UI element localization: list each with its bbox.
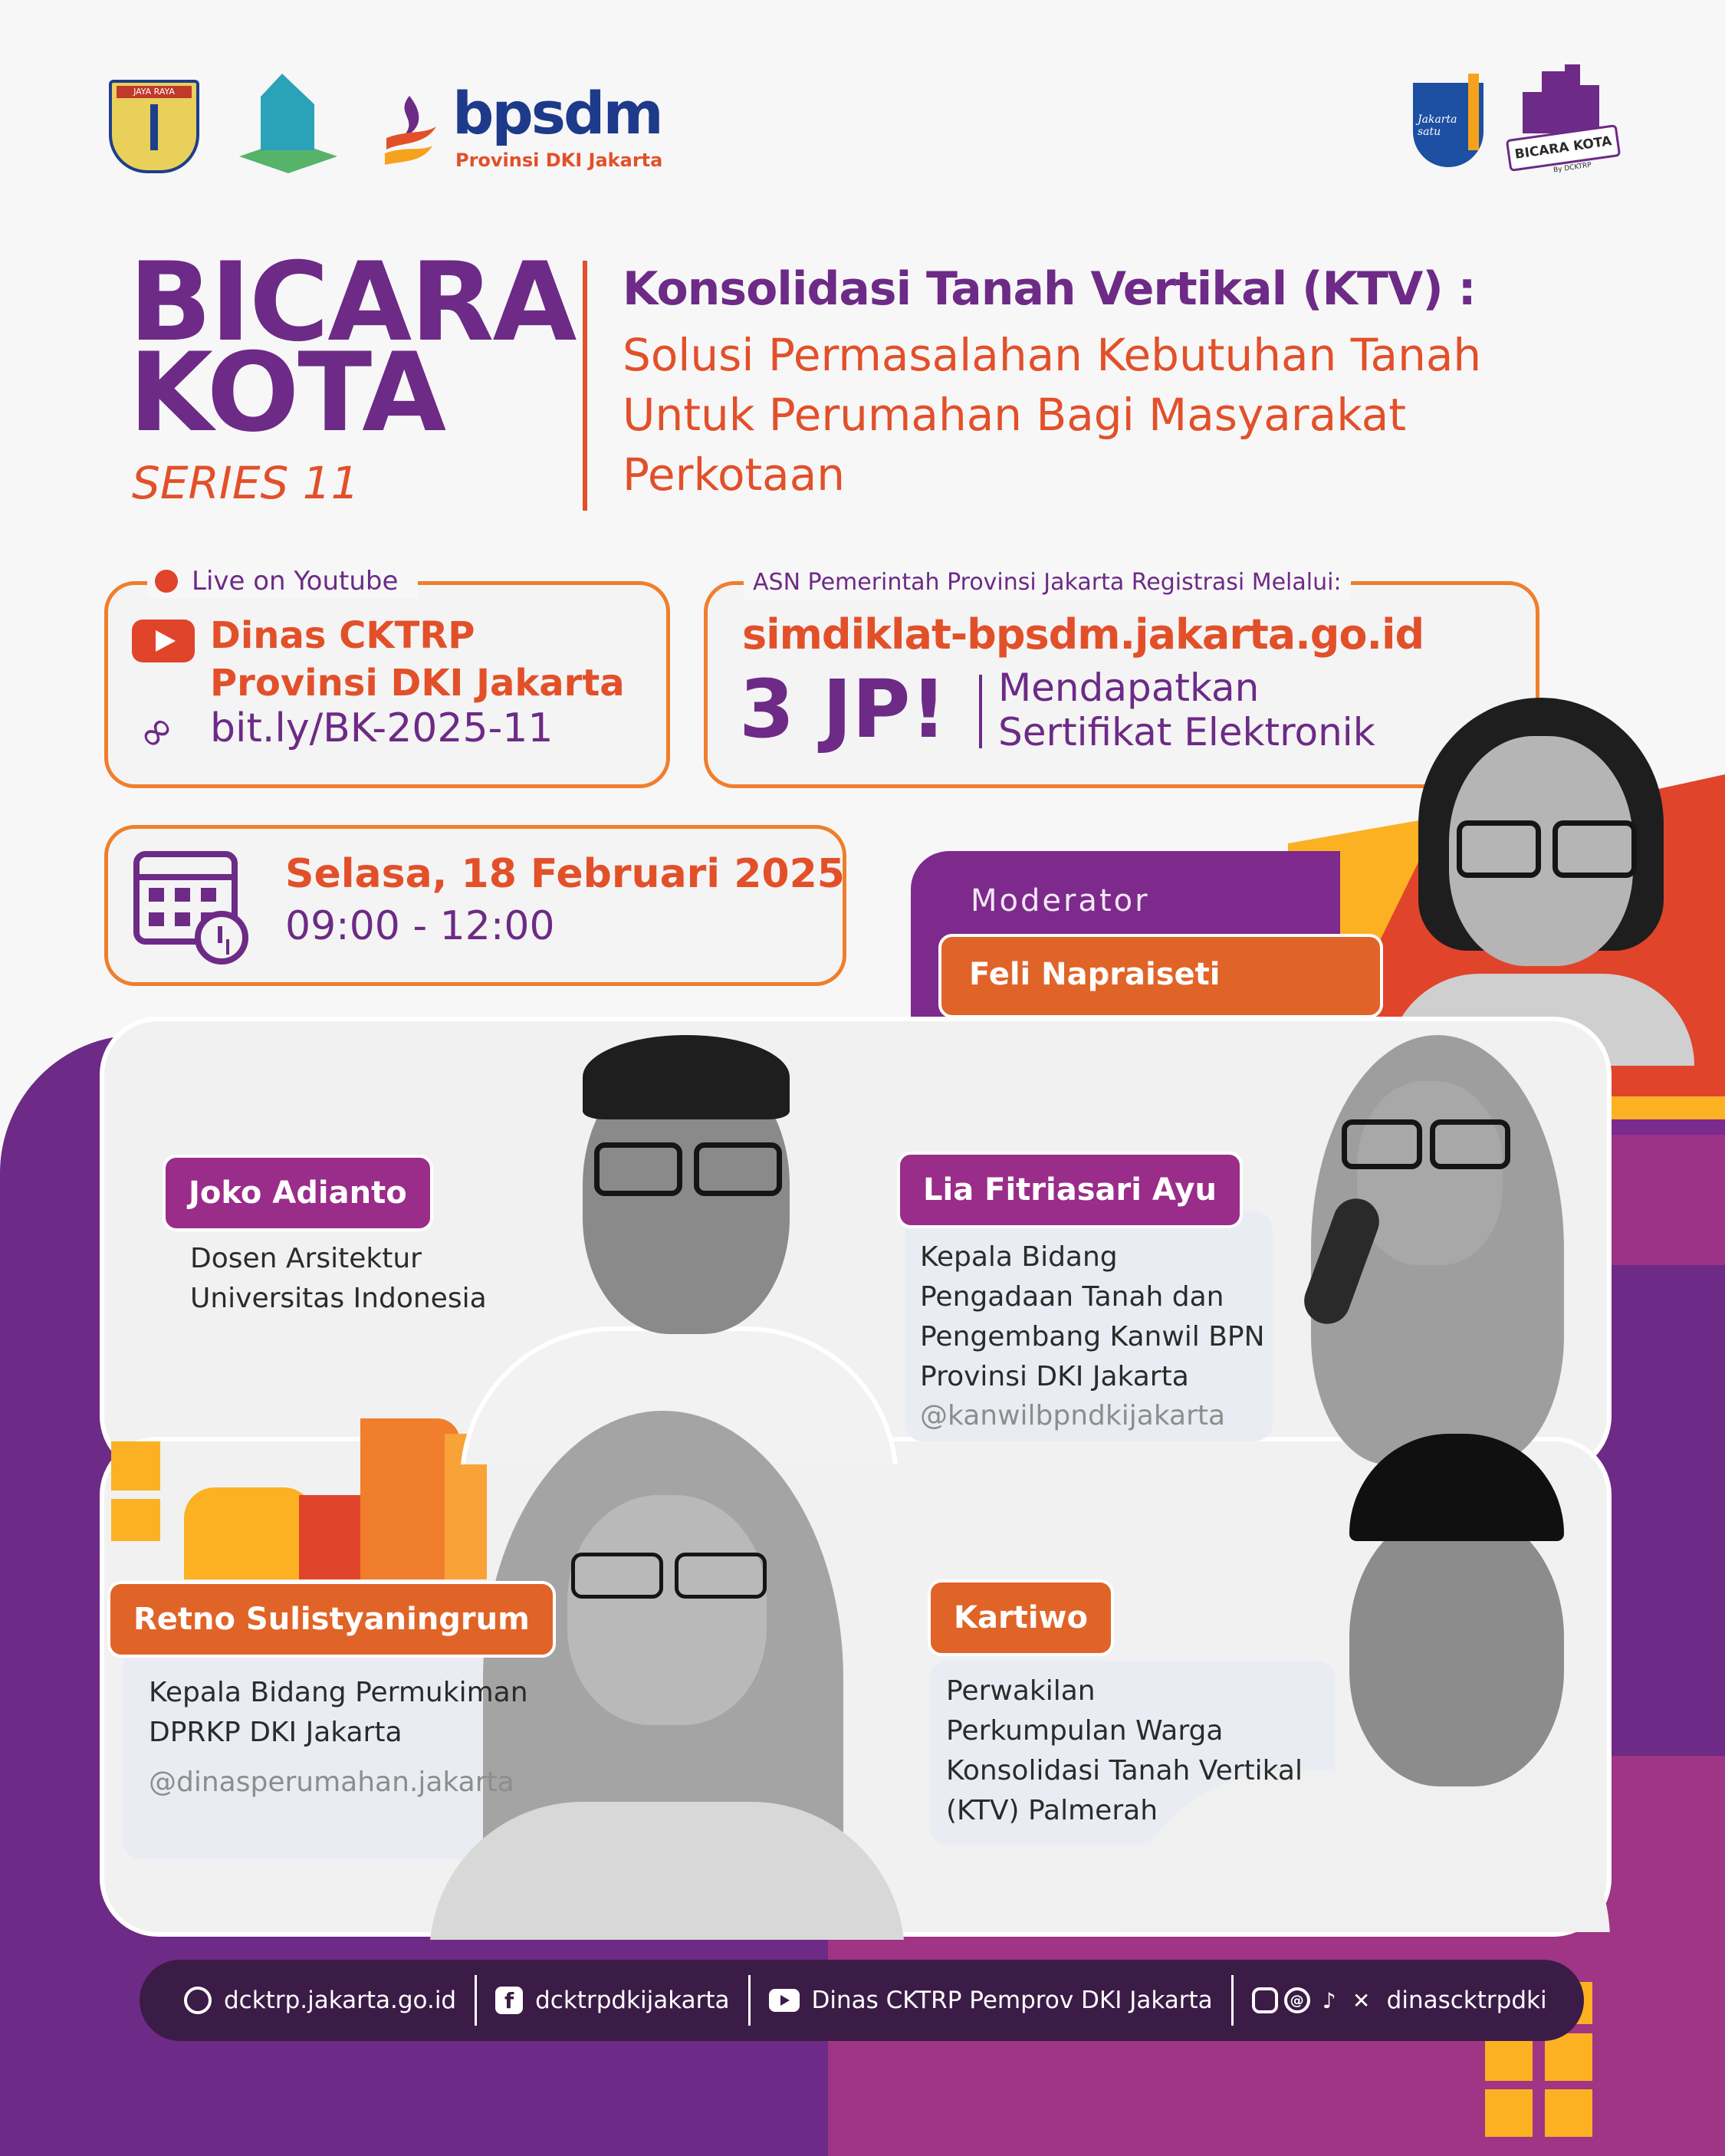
decor-square	[111, 1441, 160, 1490]
moderator-photo	[1342, 698, 1702, 1066]
topic-subtitle-line2: Untuk Perumahan Bagi Masyarakat	[623, 389, 1407, 441]
bicara-kota-logo-label: BICARA KOTA	[1506, 124, 1621, 172]
lia-photo	[1257, 1027, 1610, 1472]
clock-icon	[195, 911, 248, 965]
cktrp-logo	[239, 66, 337, 173]
retno-name-tag: Retno Sulistyaningrum	[107, 1581, 556, 1658]
city-skyline-icon	[1523, 64, 1599, 133]
topic-subtitle-line1: Solusi Permasalahan Kebutuhan Tanah	[623, 329, 1482, 381]
stream-link[interactable]: bit.ly/BK-2025-11	[210, 705, 554, 751]
kartiwo-role-line4: (KTV) Palmerah	[946, 1795, 1158, 1826]
jakarta-satu-logo	[1413, 83, 1484, 167]
kartiwo-name-tag: Kartiwo	[928, 1579, 1114, 1656]
youtube-channel-line1: Dinas CKTRP	[210, 614, 475, 657]
bpsdm-wordmark: bpsdm	[452, 79, 662, 147]
torch-icon	[1468, 74, 1479, 150]
decor-square	[1545, 2033, 1592, 2081]
footer-youtube[interactable]	[769, 1987, 1213, 2014]
joko-role-line1: Dosen Arsitektur	[190, 1243, 422, 1274]
retno-role-line2: DPRKP DKI Jakarta	[149, 1717, 402, 1748]
certificate-benefit-line2: Sertifikat Elektronik	[998, 710, 1375, 754]
jaya-raya-ribbon: JAYA RAYA	[117, 86, 192, 98]
lia-role	[920, 1237, 1265, 1397]
instagram-icon	[1252, 1987, 1278, 2013]
footer-separator	[1231, 1975, 1234, 2026]
monas-icon	[150, 104, 158, 150]
link-icon: ∞	[125, 702, 186, 762]
youtube-icon	[132, 620, 195, 662]
event-date: Selasa, 18 Februari 2025	[285, 851, 845, 897]
footer-bar	[140, 1960, 1584, 2041]
decor-square	[1485, 2089, 1533, 2137]
bicara-kota-logo	[1507, 64, 1619, 181]
footer-website[interactable]	[184, 1987, 456, 2014]
registration-label: ASN Pemerintah Provinsi Jakarta Registrasi Melalui:	[744, 566, 1351, 600]
kartiwo-role-line3: Konsolidasi Tanah Vertikal	[946, 1755, 1303, 1786]
jp-divider	[979, 675, 982, 748]
facebook-icon: f	[495, 1987, 523, 2014]
moderator-name: Feli Napraiseti	[969, 957, 1221, 992]
certificate-benefit	[998, 666, 1375, 754]
decor-square	[111, 1499, 160, 1541]
topic-subtitle-line3: Perkotaan	[623, 449, 846, 501]
decor-square	[1545, 2089, 1592, 2137]
x-icon: ✕	[1352, 1987, 1371, 2013]
kartiwo-role-line2: Perkumpulan Warga	[946, 1715, 1224, 1747]
live-dot-icon	[155, 570, 178, 593]
bicara-kota-logo-by: By DCKTRP	[1552, 161, 1592, 175]
topic-subtitle	[623, 325, 1619, 504]
youtube-channel-line2: Provinsi DKI Jakarta	[210, 662, 625, 705]
youtube-icon	[769, 1989, 800, 2012]
threads-icon: @	[1284, 1987, 1310, 2013]
event-series: SERIES 11	[132, 457, 360, 509]
jaya-raya-logo	[109, 80, 199, 173]
topic-title: Konsolidasi Tanah Vertikal (KTV) :	[623, 262, 1476, 316]
tiktok-icon: ♪	[1322, 1987, 1336, 2013]
live-label: Live on Youtube	[192, 566, 399, 597]
footer-youtube-text: Dinas CKTRP Pemprov DKI Jakarta	[811, 1987, 1213, 2014]
live-tag	[147, 564, 418, 598]
decor-building	[184, 1487, 314, 1579]
cktrp-logo-tower	[261, 74, 314, 150]
kartiwo-role-line1: Perwakilan	[946, 1675, 1096, 1707]
retno-role	[149, 1673, 528, 1753]
bpsdm-subtitle: Provinsi DKI Jakarta	[455, 150, 663, 171]
footer-facebook-text: dcktrpdkijakarta	[535, 1987, 730, 2014]
joko-name-tag: Joko Adianto	[163, 1155, 433, 1231]
joko-role-line2: Universitas Indonesia	[190, 1283, 487, 1314]
footer-website-text: dcktrp.jakarta.go.id	[224, 1987, 457, 2014]
kartiwo-role	[946, 1671, 1303, 1831]
lia-role-line3: Pengembang Kanwil BPN	[920, 1321, 1265, 1352]
moderator-label: Moderator	[971, 883, 1150, 919]
footer-separator	[475, 1975, 477, 2026]
retno-photo	[383, 1388, 935, 1940]
certificate-benefit-line1: Mendapatkan	[998, 666, 1260, 710]
footer-separator	[748, 1975, 751, 2026]
registration-url[interactable]: simdiklat-bpsdm.jakarta.go.id	[742, 610, 1424, 659]
globe-icon	[184, 1987, 212, 2014]
lia-role-line2: Pengadaan Tanah dan	[920, 1281, 1224, 1313]
title-divider	[583, 261, 587, 511]
joko-role	[190, 1239, 487, 1319]
lia-role-line4: Provinsi DKI Jakarta	[920, 1361, 1189, 1392]
footer-social[interactable]	[1252, 1987, 1547, 2014]
event-title	[129, 239, 576, 456]
retno-handle[interactable]: @dinasperumahan.jakarta	[149, 1767, 514, 1798]
event-time: 09:00 - 12:00	[285, 903, 555, 949]
lia-handle[interactable]: @kanwilbpndkijakarta	[920, 1400, 1226, 1431]
retno-role-line1: Kepala Bidang Permukiman	[149, 1677, 528, 1708]
bpsdm-flame-icon	[379, 92, 440, 169]
jp-credit: 3 JP!	[739, 662, 947, 756]
jakarta-satu-text: Jakarta satu	[1418, 113, 1457, 138]
event-title-line2: KOTA	[129, 330, 445, 456]
lia-role-line1: Kepala Bidang	[920, 1241, 1118, 1273]
footer-facebook[interactable]	[495, 1987, 729, 2014]
lia-name-tag: Lia Fitriasari Ayu	[897, 1152, 1243, 1228]
youtube-channel[interactable]	[210, 612, 625, 707]
footer-social-text: dinascktrpdki	[1386, 1987, 1547, 2014]
event-title-line1: BICARA	[129, 239, 576, 366]
